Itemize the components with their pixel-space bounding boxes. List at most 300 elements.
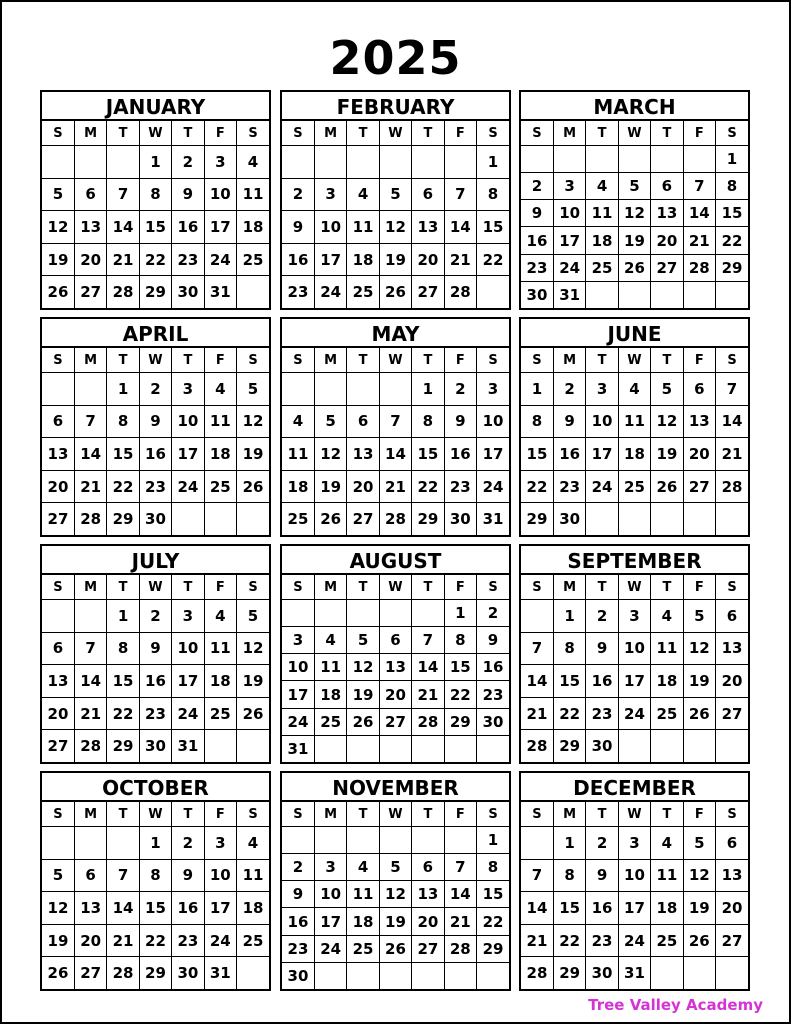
weekday-header: W	[618, 575, 650, 600]
month-name: NOVEMBER	[282, 773, 509, 802]
weekday-header: W	[379, 802, 411, 827]
week-row	[521, 281, 748, 308]
weekday-header: S	[477, 802, 509, 827]
empty-cell	[477, 735, 509, 762]
day-cell: 8	[553, 859, 585, 892]
day-cell: 12	[379, 881, 411, 908]
weekday-header: S	[237, 348, 269, 373]
empty-cell	[107, 146, 139, 179]
week-row	[282, 881, 509, 908]
weekday-header: F	[204, 802, 236, 827]
week-row	[282, 470, 509, 503]
day-cell: 18	[237, 892, 269, 925]
day-cell: 30	[444, 503, 476, 535]
day-cell: 29	[139, 276, 171, 308]
day-cell: 10	[314, 881, 346, 908]
day-cell: 14	[521, 892, 553, 925]
day-cell: 11	[314, 654, 346, 681]
weekday-header-row	[521, 575, 748, 600]
weekday-header: W	[379, 121, 411, 146]
weekday-header: T	[651, 348, 683, 373]
day-cell: 21	[74, 470, 106, 503]
week-row	[282, 827, 509, 854]
day-cell: 31	[618, 957, 650, 989]
day-cell: 30	[282, 962, 314, 989]
empty-cell	[618, 281, 650, 308]
weekday-header: S	[282, 348, 314, 373]
weekday-header: S	[282, 575, 314, 600]
day-cell: 1	[553, 600, 585, 633]
week-row	[521, 892, 748, 925]
day-cell: 21	[716, 438, 748, 471]
day-cell: 2	[521, 173, 553, 200]
month-name: AUGUST	[282, 546, 509, 575]
weekday-header: M	[74, 802, 106, 827]
day-cell: 11	[347, 211, 379, 244]
weekday-header: S	[521, 802, 553, 827]
day-cell: 5	[237, 600, 269, 633]
month-grid	[521, 121, 748, 308]
day-cell: 26	[237, 470, 269, 503]
empty-cell	[314, 735, 346, 762]
day-cell: 6	[716, 827, 748, 860]
day-cell: 12	[651, 405, 683, 438]
empty-cell	[74, 600, 106, 633]
day-cell: 27	[412, 935, 444, 962]
weekday-header: M	[74, 348, 106, 373]
day-cell: 13	[412, 881, 444, 908]
day-cell: 4	[282, 405, 314, 438]
weekday-header: T	[107, 348, 139, 373]
day-cell: 10	[553, 200, 585, 227]
weekday-header-row	[42, 802, 269, 827]
day-cell: 30	[139, 730, 171, 762]
week-row	[521, 697, 748, 730]
empty-cell	[651, 957, 683, 989]
day-cell: 21	[444, 908, 476, 935]
day-cell: 2	[586, 827, 618, 860]
weekday-header: M	[314, 802, 346, 827]
week-row	[282, 438, 509, 471]
day-cell: 23	[521, 254, 553, 281]
month-january	[40, 90, 271, 310]
day-cell: 26	[683, 697, 715, 730]
weekday-header-row	[521, 348, 748, 373]
day-cell: 28	[74, 503, 106, 535]
weekday-header: M	[74, 121, 106, 146]
day-cell: 3	[204, 146, 236, 179]
day-cell: 28	[107, 957, 139, 989]
weekday-header-row	[521, 802, 748, 827]
day-cell: 19	[42, 243, 74, 276]
day-cell: 4	[204, 373, 236, 406]
weekday-header: F	[444, 121, 476, 146]
empty-cell	[42, 146, 74, 179]
week-row	[282, 243, 509, 276]
weekday-header: S	[237, 121, 269, 146]
empty-cell	[314, 146, 346, 179]
day-cell: 21	[379, 470, 411, 503]
empty-cell	[477, 962, 509, 989]
day-cell: 16	[586, 892, 618, 925]
empty-cell	[204, 730, 236, 762]
weekday-header: W	[139, 121, 171, 146]
week-row	[42, 665, 269, 698]
day-cell: 29	[139, 957, 171, 989]
month-october	[40, 771, 271, 991]
day-cell: 29	[107, 730, 139, 762]
day-cell: 1	[107, 373, 139, 406]
weekday-header: T	[651, 575, 683, 600]
day-cell: 16	[139, 665, 171, 698]
weekday-header: S	[42, 802, 74, 827]
day-cell: 22	[107, 697, 139, 730]
empty-cell	[347, 735, 379, 762]
day-cell: 15	[553, 665, 585, 698]
day-cell: 10	[586, 405, 618, 438]
day-cell: 21	[107, 924, 139, 957]
day-cell: 11	[651, 859, 683, 892]
empty-cell	[379, 373, 411, 406]
week-row	[521, 859, 748, 892]
day-cell: 5	[379, 854, 411, 881]
day-cell: 16	[172, 211, 204, 244]
day-cell: 3	[618, 827, 650, 860]
weekday-header: W	[379, 575, 411, 600]
day-cell: 23	[477, 681, 509, 708]
day-cell: 4	[347, 854, 379, 881]
week-row	[42, 697, 269, 730]
day-cell: 24	[172, 470, 204, 503]
day-cell: 11	[586, 200, 618, 227]
day-cell: 21	[683, 227, 715, 254]
day-cell: 16	[477, 654, 509, 681]
day-cell: 11	[651, 632, 683, 665]
day-cell: 23	[586, 697, 618, 730]
day-cell: 7	[379, 405, 411, 438]
day-cell: 4	[314, 627, 346, 654]
day-cell: 18	[347, 243, 379, 276]
month-grid	[42, 121, 269, 308]
day-cell: 13	[74, 892, 106, 925]
weekday-header: T	[347, 575, 379, 600]
weekday-header: T	[651, 802, 683, 827]
week-row	[521, 470, 748, 503]
day-cell: 4	[237, 827, 269, 860]
month-december	[519, 771, 750, 991]
month-name: JANUARY	[42, 92, 269, 121]
day-cell: 9	[553, 405, 585, 438]
day-cell: 5	[379, 178, 411, 211]
weekday-header: F	[683, 121, 715, 146]
day-cell: 12	[237, 405, 269, 438]
weekday-header: S	[477, 348, 509, 373]
week-row	[282, 211, 509, 244]
month-march	[519, 90, 750, 310]
day-cell: 22	[716, 227, 748, 254]
day-cell: 9	[586, 632, 618, 665]
empty-cell	[683, 503, 715, 535]
weekday-header: T	[586, 575, 618, 600]
day-cell: 23	[139, 470, 171, 503]
week-row	[521, 373, 748, 406]
weekday-header: M	[553, 121, 585, 146]
weekday-header: M	[314, 348, 346, 373]
day-cell: 15	[521, 438, 553, 471]
month-name: JULY	[42, 546, 269, 575]
day-cell: 27	[42, 730, 74, 762]
day-cell: 8	[139, 859, 171, 892]
empty-cell	[618, 146, 650, 173]
day-cell: 15	[477, 211, 509, 244]
day-cell: 5	[683, 827, 715, 860]
day-cell: 11	[237, 859, 269, 892]
day-cell: 20	[42, 697, 74, 730]
day-cell: 10	[204, 859, 236, 892]
day-cell: 14	[444, 881, 476, 908]
day-cell: 5	[618, 173, 650, 200]
day-cell: 9	[172, 178, 204, 211]
day-cell: 7	[521, 859, 553, 892]
day-cell: 29	[553, 730, 585, 762]
day-cell: 6	[42, 632, 74, 665]
weekday-header: T	[172, 121, 204, 146]
day-cell: 22	[412, 470, 444, 503]
empty-cell	[347, 146, 379, 179]
day-cell: 16	[282, 243, 314, 276]
day-cell: 25	[347, 276, 379, 308]
month-june	[519, 317, 750, 537]
week-row	[282, 178, 509, 211]
day-cell: 18	[618, 438, 650, 471]
empty-cell	[282, 146, 314, 179]
day-cell: 17	[553, 227, 585, 254]
empty-cell	[618, 730, 650, 762]
empty-cell	[618, 503, 650, 535]
day-cell: 15	[444, 654, 476, 681]
day-cell: 28	[444, 935, 476, 962]
day-cell: 17	[172, 438, 204, 471]
empty-cell	[237, 276, 269, 308]
week-row	[521, 632, 748, 665]
day-cell: 12	[347, 654, 379, 681]
day-cell: 24	[172, 697, 204, 730]
weekday-header: T	[107, 575, 139, 600]
day-cell: 28	[412, 708, 444, 735]
day-cell: 19	[379, 908, 411, 935]
weekday-header-row	[42, 121, 269, 146]
weekday-header: T	[586, 348, 618, 373]
empty-cell	[282, 827, 314, 854]
day-cell: 6	[683, 373, 715, 406]
day-cell: 24	[553, 254, 585, 281]
empty-cell	[282, 373, 314, 406]
weekday-header: W	[379, 348, 411, 373]
day-cell: 26	[237, 697, 269, 730]
empty-cell	[204, 503, 236, 535]
day-cell: 25	[651, 697, 683, 730]
day-cell: 20	[379, 681, 411, 708]
month-september	[519, 544, 750, 764]
day-cell: 4	[651, 827, 683, 860]
day-cell: 27	[683, 470, 715, 503]
day-cell: 10	[618, 632, 650, 665]
week-row	[42, 892, 269, 925]
weekday-header: T	[347, 121, 379, 146]
day-cell: 1	[444, 600, 476, 627]
day-cell: 8	[553, 632, 585, 665]
day-cell: 1	[477, 146, 509, 179]
week-row	[42, 600, 269, 633]
day-cell: 28	[107, 276, 139, 308]
empty-cell	[379, 146, 411, 179]
week-row	[521, 173, 748, 200]
weekday-header: F	[683, 802, 715, 827]
day-cell: 22	[521, 470, 553, 503]
empty-cell	[651, 730, 683, 762]
day-cell: 18	[314, 681, 346, 708]
weekday-header: F	[444, 802, 476, 827]
weekday-header: W	[618, 121, 650, 146]
day-cell: 9	[586, 859, 618, 892]
day-cell: 7	[716, 373, 748, 406]
day-cell: 8	[521, 405, 553, 438]
empty-cell	[412, 600, 444, 627]
day-cell: 28	[683, 254, 715, 281]
month-grid	[42, 802, 269, 989]
week-row	[521, 600, 748, 633]
day-cell: 13	[716, 632, 748, 665]
day-cell: 28	[521, 957, 553, 989]
day-cell: 5	[314, 405, 346, 438]
day-cell: 28	[74, 730, 106, 762]
day-cell: 11	[204, 405, 236, 438]
weekday-header: W	[618, 802, 650, 827]
weekday-header: M	[314, 575, 346, 600]
day-cell: 20	[651, 227, 683, 254]
day-cell: 22	[139, 243, 171, 276]
day-cell: 19	[379, 243, 411, 276]
week-row	[282, 503, 509, 535]
month-name: JUNE	[521, 319, 748, 348]
day-cell: 26	[42, 276, 74, 308]
empty-cell	[586, 281, 618, 308]
day-cell: 29	[716, 254, 748, 281]
day-cell: 30	[139, 503, 171, 535]
day-cell: 19	[651, 438, 683, 471]
week-row	[282, 908, 509, 935]
day-cell: 7	[107, 178, 139, 211]
day-cell: 15	[412, 438, 444, 471]
week-row	[282, 962, 509, 989]
day-cell: 15	[139, 211, 171, 244]
week-row	[521, 438, 748, 471]
day-cell: 5	[683, 600, 715, 633]
day-cell: 13	[42, 665, 74, 698]
empty-cell	[477, 276, 509, 308]
day-cell: 9	[172, 859, 204, 892]
weekday-header: S	[716, 802, 748, 827]
day-cell: 15	[107, 438, 139, 471]
day-cell: 20	[716, 892, 748, 925]
day-cell: 27	[379, 708, 411, 735]
week-row	[521, 503, 748, 535]
week-row	[282, 373, 509, 406]
day-cell: 14	[107, 892, 139, 925]
empty-cell	[412, 735, 444, 762]
day-cell: 12	[42, 211, 74, 244]
day-cell: 17	[586, 438, 618, 471]
day-cell: 23	[139, 697, 171, 730]
week-row	[282, 681, 509, 708]
day-cell: 4	[204, 600, 236, 633]
day-cell: 24	[204, 924, 236, 957]
month-february	[280, 90, 511, 310]
day-cell: 3	[553, 173, 585, 200]
day-cell: 27	[716, 924, 748, 957]
empty-cell	[74, 827, 106, 860]
day-cell: 25	[237, 243, 269, 276]
day-cell: 27	[74, 957, 106, 989]
day-cell: 24	[314, 935, 346, 962]
day-cell: 7	[521, 632, 553, 665]
day-cell: 19	[314, 470, 346, 503]
day-cell: 4	[651, 600, 683, 633]
empty-cell	[586, 503, 618, 535]
weekday-header: F	[683, 348, 715, 373]
weekday-header: S	[477, 121, 509, 146]
week-row	[42, 438, 269, 471]
day-cell: 25	[586, 254, 618, 281]
day-cell: 3	[282, 627, 314, 654]
day-cell: 15	[477, 881, 509, 908]
day-cell: 10	[618, 859, 650, 892]
day-cell: 19	[618, 227, 650, 254]
day-cell: 1	[477, 827, 509, 854]
week-row	[282, 854, 509, 881]
weekday-header: T	[412, 348, 444, 373]
day-cell: 20	[412, 243, 444, 276]
day-cell: 2	[553, 373, 585, 406]
day-cell: 5	[237, 373, 269, 406]
day-cell: 6	[379, 627, 411, 654]
day-cell: 16	[172, 892, 204, 925]
day-cell: 17	[618, 665, 650, 698]
day-cell: 25	[204, 470, 236, 503]
day-cell: 6	[412, 854, 444, 881]
day-cell: 6	[74, 178, 106, 211]
weekday-header: M	[553, 348, 585, 373]
day-cell: 30	[553, 503, 585, 535]
day-cell: 16	[139, 438, 171, 471]
day-cell: 17	[314, 243, 346, 276]
week-row	[282, 405, 509, 438]
empty-cell	[412, 827, 444, 854]
day-cell: 8	[477, 854, 509, 881]
day-cell: 26	[683, 924, 715, 957]
month-name: FEBRUARY	[282, 92, 509, 121]
day-cell: 26	[314, 503, 346, 535]
day-cell: 19	[237, 438, 269, 471]
day-cell: 1	[716, 146, 748, 173]
empty-cell	[379, 827, 411, 854]
day-cell: 20	[683, 438, 715, 471]
day-cell: 4	[618, 373, 650, 406]
day-cell: 7	[74, 405, 106, 438]
week-row	[42, 859, 269, 892]
day-cell: 24	[618, 697, 650, 730]
month-name: DECEMBER	[521, 773, 748, 802]
